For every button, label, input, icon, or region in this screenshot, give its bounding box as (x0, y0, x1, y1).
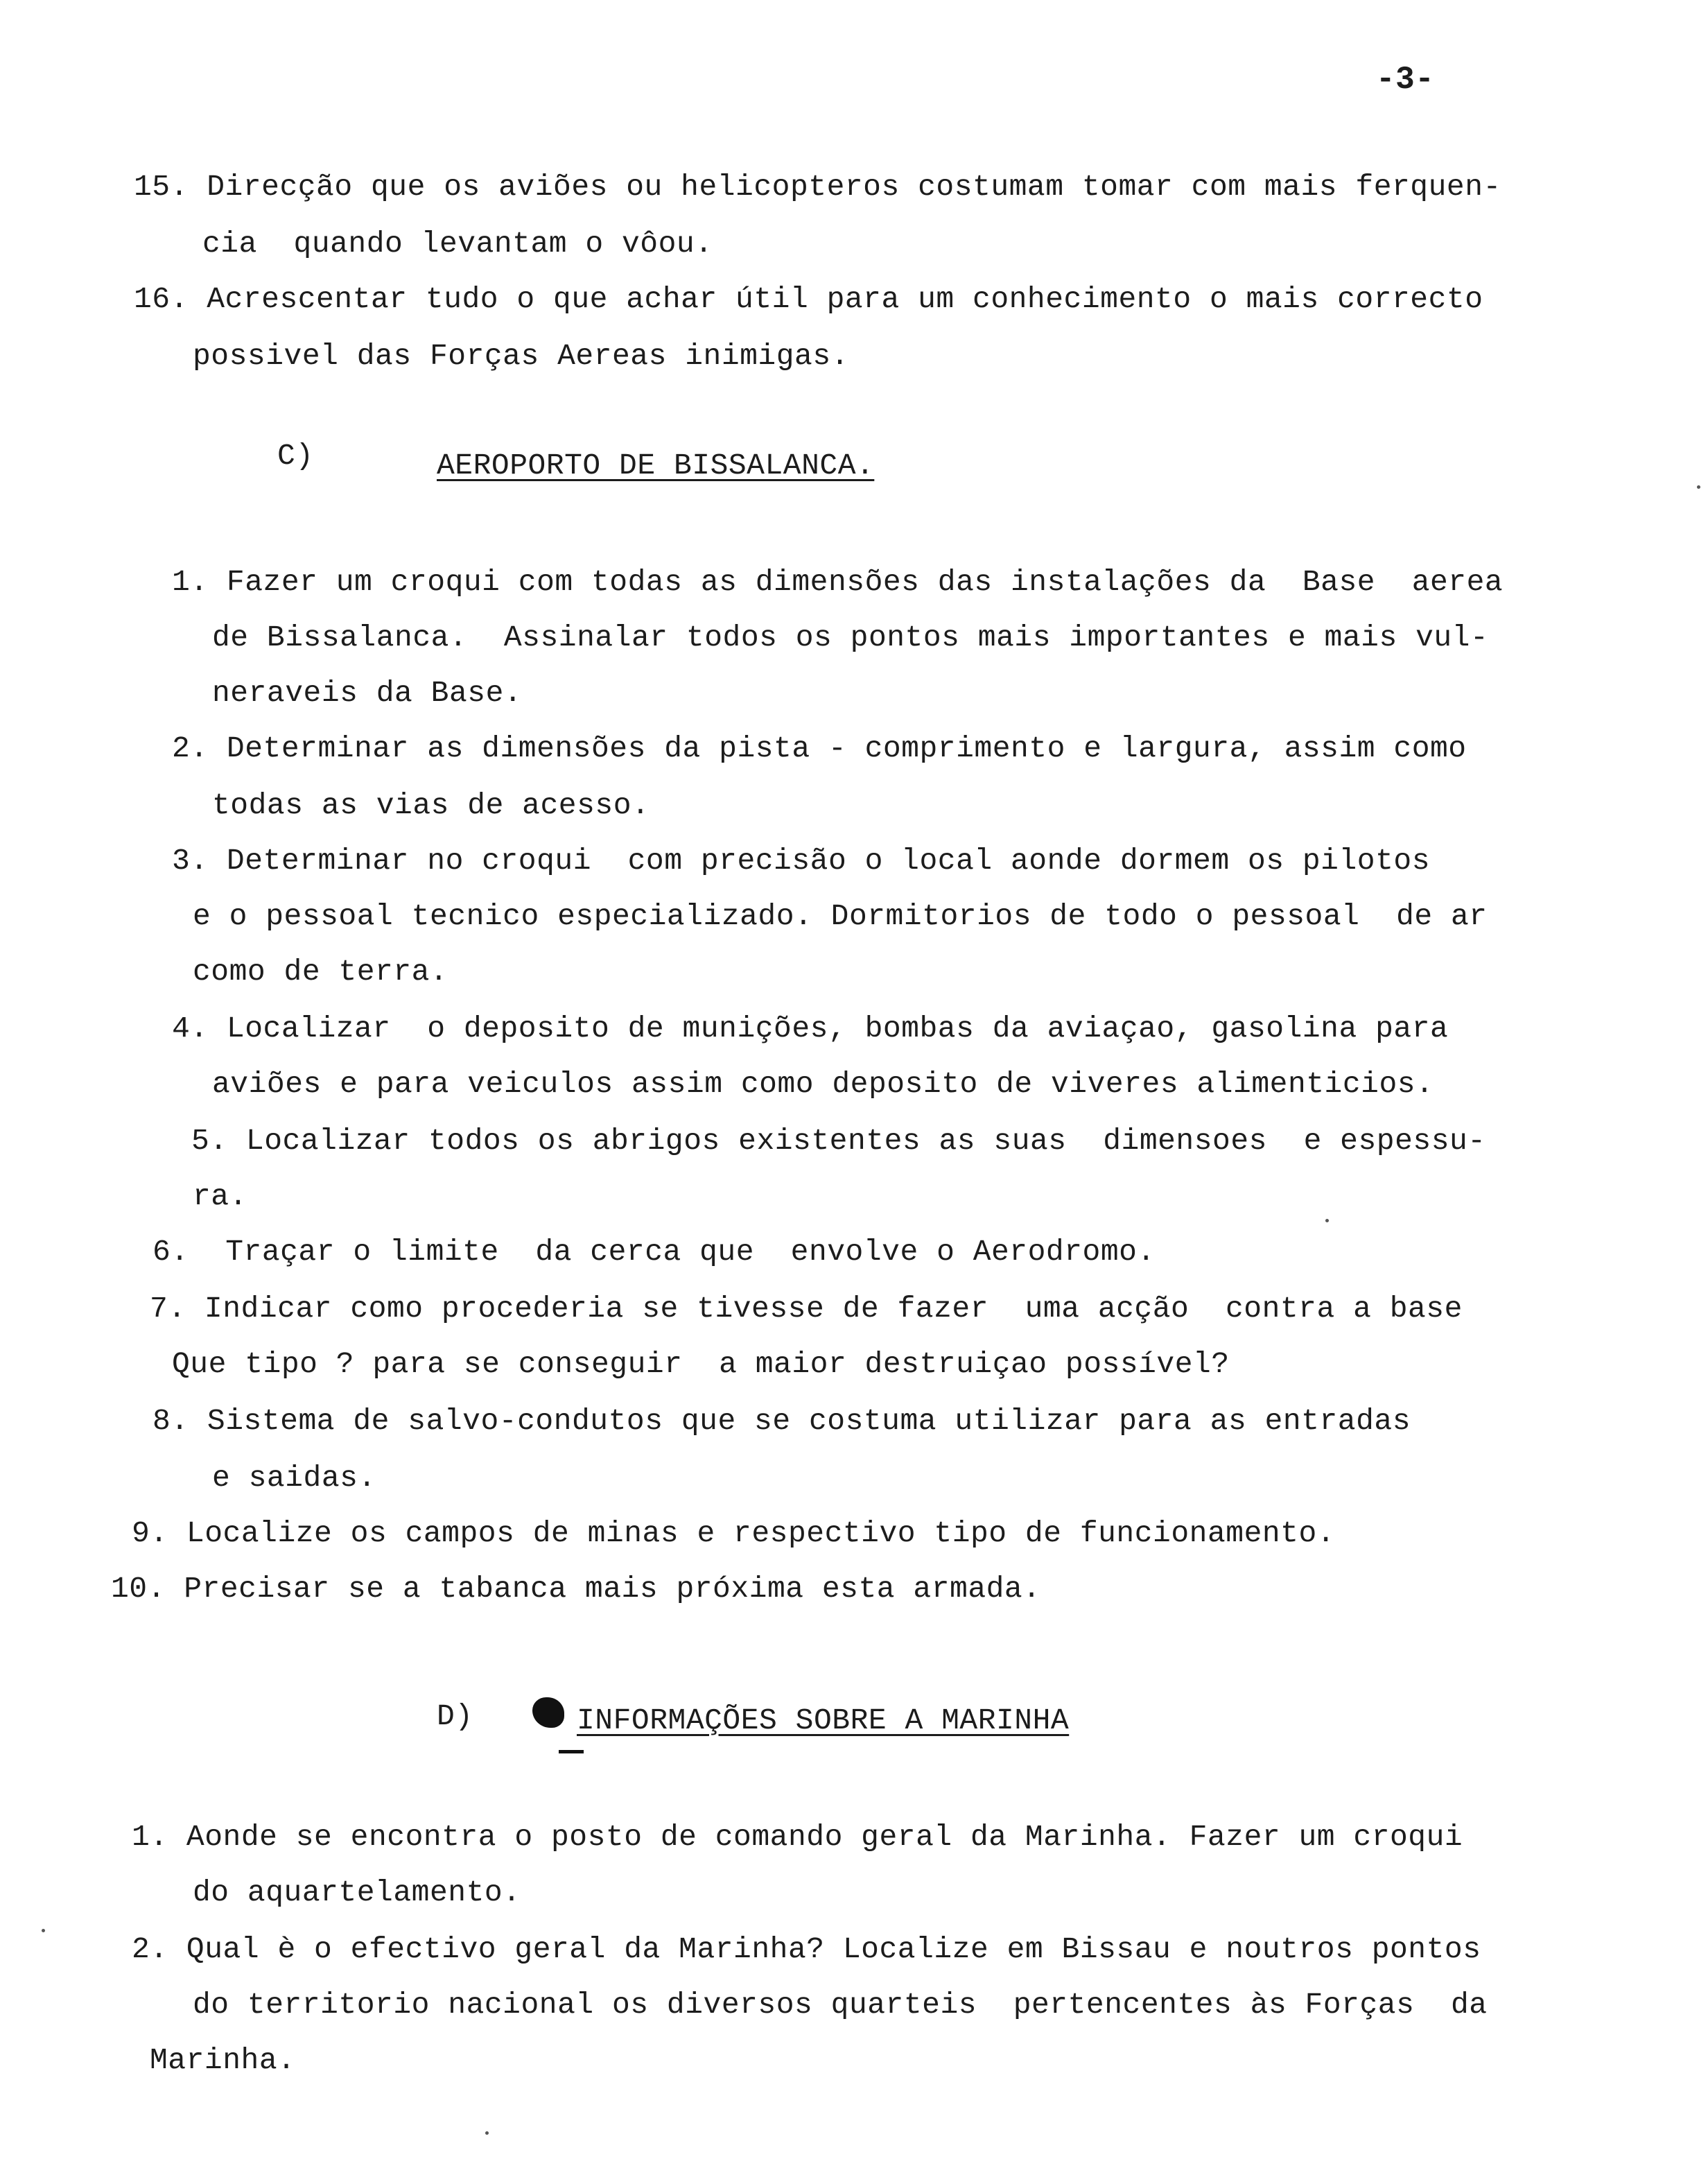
item-text: Direcção que os aviões ou helicopteros costumam tomar com mais ferquen- (207, 170, 1501, 204)
item-number: 6. (152, 1235, 189, 1269)
list-item (132, 1518, 1335, 1548)
item-number: 5. (191, 1124, 228, 1158)
page-number: -3- (1376, 62, 1435, 98)
item-number: 4. (172, 1012, 209, 1046)
item-number: 9. (132, 1516, 168, 1550)
section-d-title: INFORMAÇÕES SOBRE A MARINHA (577, 1704, 1070, 1737)
item-text-continuation: e saidas. (212, 1461, 376, 1495)
item-text: Sistema de salvo-condutos que se costuma utilizar para as entradas (207, 1404, 1411, 1438)
item-text: Aonde se encontra o posto de comando geral da Marinha. Fazer um croqui (186, 1820, 1463, 1854)
item-number: 3. (172, 844, 209, 878)
scan-speck (42, 1929, 45, 1932)
scan-speck (1325, 1219, 1329, 1222)
item-text-continuation: Marinha. (150, 2043, 296, 2077)
section-c-title: AEROPORTO DE BISSALANCA. (437, 449, 875, 483)
item-text: Fazer um croqui com todas as dimensões das instalações da Base aerea (226, 565, 1504, 599)
list-item (172, 731, 1467, 765)
item-number: 15. (134, 170, 189, 204)
item-text-continuation: neraveis da Base. (212, 676, 523, 710)
item-text: Precisar se a tabanca mais próxima esta armada. (184, 1572, 1041, 1606)
scan-speck (485, 2131, 489, 2135)
item-number: 1. (132, 1820, 168, 1854)
item-text: Traçar o limite da cerca que envolve o Aerodromo. (225, 1235, 1156, 1269)
item-text-continuation: de Bissalanca. Assinalar todos os pontos mais importantes e mais vul- (212, 621, 1489, 655)
list-item (152, 1406, 1411, 1436)
list-item (172, 567, 1503, 597)
list-item (172, 846, 1430, 876)
item-number: 8. (152, 1404, 189, 1438)
item-text: Indicar como procederia se tivesse de fazer uma acção contra a base (204, 1292, 1463, 1326)
item-text: Localizar todos os abrigos existentes as suas dimensoes e espessu- (245, 1124, 1486, 1158)
list-item (172, 1012, 1449, 1046)
item-number: 2. (172, 731, 209, 765)
list-item (150, 1294, 1463, 1324)
section-d-letter: D) (437, 1699, 473, 1733)
list-item (134, 284, 1483, 314)
item-number: 16. (134, 282, 189, 316)
item-text: Localize os campos de minas e respectivo tipo de funcionamento. (186, 1516, 1336, 1550)
item-text-continuation: Que tipo ? para se conseguir a maior destruiçao possível? (172, 1347, 1230, 1381)
item-text-continuation: ra. (193, 1179, 247, 1213)
scan-speck (1697, 485, 1700, 489)
item-number: 10. (111, 1572, 166, 1606)
ink-mark (559, 1750, 584, 1753)
item-text: Localizar o deposito de munições, bombas da aviaçao, gasolina para (226, 1012, 1449, 1046)
ink-blot (532, 1697, 564, 1728)
item-text-continuation: possivel das Forças Aereas inimigas. (193, 339, 849, 373)
item-text: Determinar as dimensões da pista - comprimento e largura, assim como (226, 731, 1467, 765)
list-item (134, 172, 1501, 202)
section-c-letter: C) (277, 439, 314, 473)
list-item (111, 1574, 1041, 1604)
item-text-continuation: do territorio nacional os diversos quarteis pertencentes às Forças da (193, 1988, 1488, 2022)
list-item (191, 1126, 1486, 1156)
item-text-continuation: e o pessoal tecnico especializado. Dormitorios de todo o pessoal de ar (193, 899, 1488, 933)
list-item (132, 1822, 1463, 1852)
item-number: 7. (150, 1292, 186, 1326)
list-item (132, 1934, 1481, 1964)
item-text-continuation: cia quando levantam o vôou. (202, 227, 713, 261)
item-text: Qual è o efectivo geral da Marinha? Localize em Bissau e noutros pontos (186, 1932, 1481, 1966)
item-number: 2. (132, 1932, 168, 1966)
item-text-continuation: aviões e para veiculos assim como deposito de viveres alimenticios. (212, 1067, 1434, 1101)
item-number: 1. (172, 565, 209, 599)
item-text: Determinar no croqui com precisão o local aonde dormem os pilotos (226, 844, 1430, 878)
item-text-continuation: como de terra. (193, 955, 448, 989)
item-text-continuation: do aquartelamento. (193, 1875, 521, 1909)
list-item (152, 1237, 1156, 1267)
item-text-continuation: todas as vias de acesso. (212, 788, 650, 822)
item-text: Acrescentar tudo o que achar útil para um conhecimento o mais correcto (207, 282, 1483, 316)
